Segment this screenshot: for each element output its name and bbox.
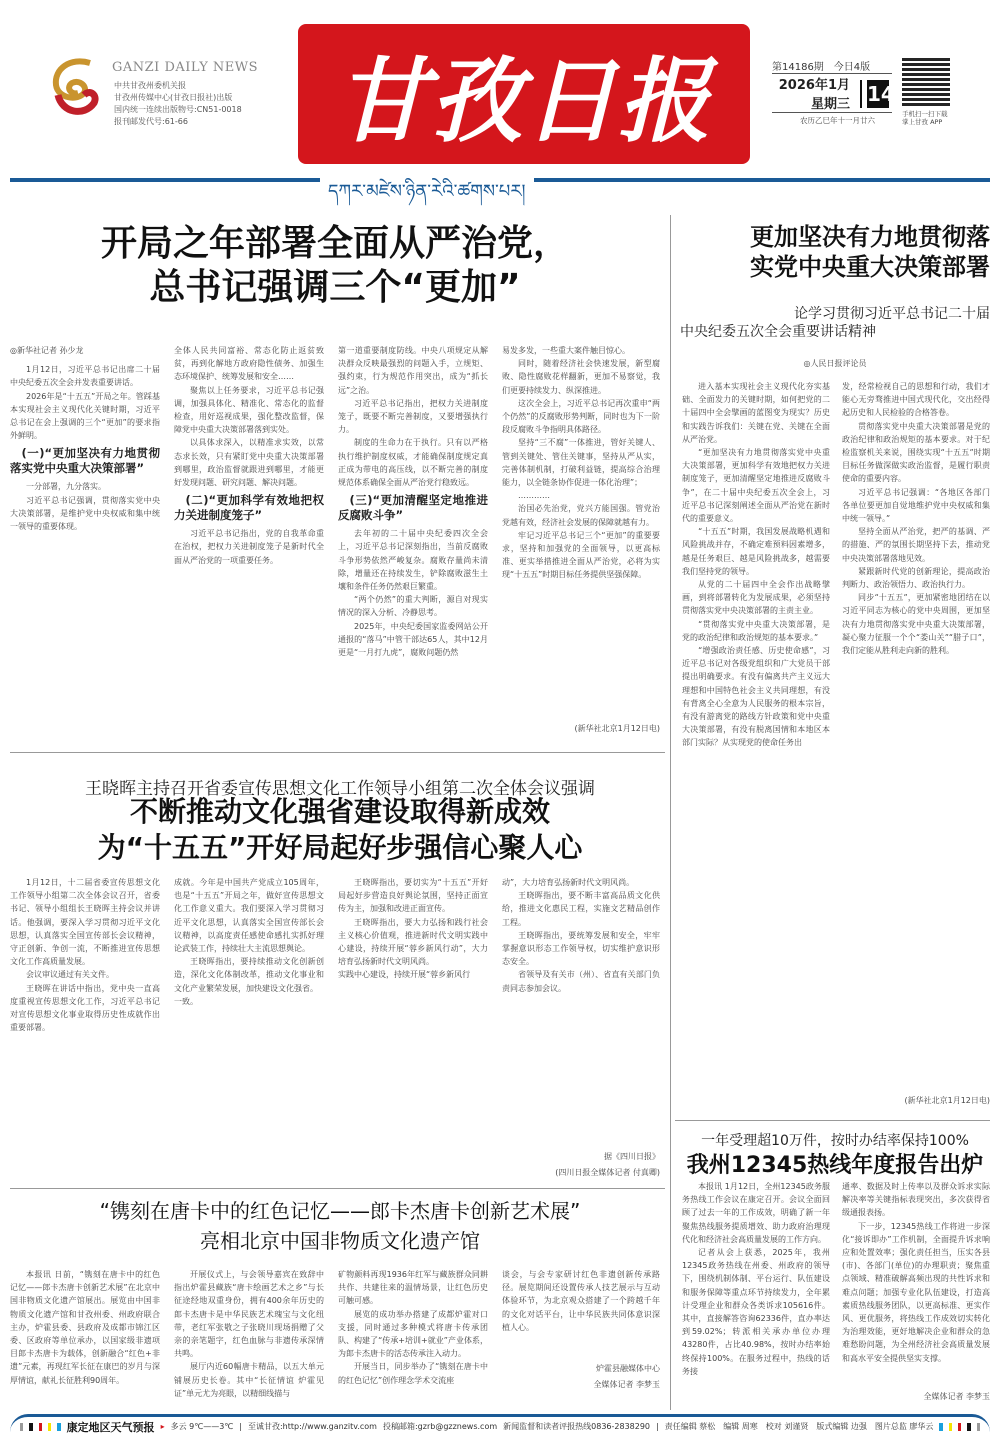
paragraph: 动”，大力培育弘扬新时代文明风尚。 xyxy=(502,878,635,887)
qr-code-icon[interactable] xyxy=(902,58,950,106)
reporter: 全媒体记者 李梦玉 xyxy=(923,1392,990,1401)
paragraph: 同时，随着经济社会快速发展，新型腐败、隐性腐败花样翻新，更加不易察觉，我们更要持续发力、纵深推进。 xyxy=(502,359,660,395)
paragraph: 全体人民共同富裕、常态化防止返贫致贫，再到化解地方政府隐性债务、加强生态环境保护、统筹发展和安全…… xyxy=(174,346,324,382)
paragraph: 2025年，中央纪委国家监委网站公开通报的“落马”中管干部达65人，其中12月更是“一月打九虎”，腐败问题仍然 xyxy=(338,621,488,658)
subtitle-line: 论学习贯彻习近平总书记二十届 xyxy=(794,306,990,322)
paragraph: “增强政治责任感、历史使命感”，习近平总书记对各级党组织和广大党员干部提出明确要求。有没有偏离共产主义远大理想和中国特色社会主义共同理想，有没有背离全心全意为人民服务的根本宗旨，有没有游离党的路线方针政策和党中央重大决策部署，有没有脱离国情和本地区本部门实际？从实现党的使命任务出 xyxy=(682,646,830,748)
paragraph: 本报讯 日前，“镌刻在唐卡中的红色记忆——郎卡杰唐卡创新艺术展”在北京中国非物质文化遗产馆展出。展览由中国非物质文化遗产馆和甘孜州委、州政府联合主办，炉霍县委、县政府及成都市锦江区委、区政府等单位承办，以国家级非遗项目郎卡杰唐卡为载体，创新融合“红色+非遗”元素，再现红军长征在康巴的岁月与深厚情谊，献礼长征胜利90周年。 xyxy=(10,1270,160,1385)
hotline-kicker: 一年受理超10万件，按时办结率保持100% xyxy=(701,1133,969,1149)
commentary-subtitle xyxy=(680,305,990,341)
color-swatch xyxy=(39,1423,42,1431)
separator: | xyxy=(656,1422,659,1431)
paragraph: “更加坚决有力地贯彻落实党中央重大决策部署，更加科学有效地把权力关进制度笼子，更加清醒坚定地推进反腐败斗争”，在二十届中央纪委五次全会上，习近平总书记深刻阐述全面从严治党在新时代的重要意义。 xyxy=(682,448,830,524)
weather-title: 康定地区天气预报 xyxy=(66,1420,155,1434)
paragraph: 这次全会上，习近平总书记再次重申“两个仍然”的反腐败形势判断，同时也为下一阶段反腐败斗争指明具体路径。 xyxy=(502,398,660,435)
paragraph: 下一步，12345热线工作将进一步深化“接诉即办”工作机制，全面提升诉求响应和处置效率；强化责任担当，压实各县(市)、各部门(单位)的办理职责；聚焦重点领域、精准破解高频出现的共性诉求和难点问题；加强专业化队伍建设，打造高素质热线服务团队，以更高标准、更实作风、更优服务，将热线工作成效切实转化为治理效能，更好地解决企业和群众的急难愁盼问题，为全州经济社会高质量发展和高水平安全提供坚实支撑。 xyxy=(842,1221,990,1363)
paragraph: 同步“十五五”，更加紧密地团结在以习近平同志为核心的党中央周围，更加坚决有力地贯彻落实党中央重大决策部署，凝心聚力征服一个个“娄山关”“腊子口”，我们定能从胜利走向新的胜利。 xyxy=(842,593,990,656)
paragraph: 省领导及有关市（州）、省直有关部门负责同志参加会议。 xyxy=(502,970,660,993)
paragraph: 易发多发，一些重大案件触目惊心。 xyxy=(502,346,630,355)
paragraph: 王晓晖指出，要不断丰富高品质文化供给，推进文化惠民工程，实施文艺精品创作工程。 xyxy=(502,891,660,927)
paragraph: 习近平总书记指出，把权力关进制度笼子，既要不断完善制度，又要增强执行力。 xyxy=(338,398,488,435)
paragraph: 开展当日，同步举办了“镌刻在唐卡中的红色记忆”创作理念学术交流座 xyxy=(338,1362,488,1385)
source: 炉霍县融媒体中心 xyxy=(596,1364,660,1373)
culture-column xyxy=(338,876,488,1182)
publisher-line: 甘孜州传媒中心(甘孜日报社)出版 xyxy=(114,93,233,102)
paragraph: 聚焦以上任务要求，习近平总书记强调，加强具体化、精准化、常态化的监督检查，用好巡视成果，强化整改监督，保障党中央重大决策部署落到实处。 xyxy=(174,385,324,435)
divider xyxy=(10,752,665,753)
thangka-column xyxy=(174,1268,324,1408)
website-link[interactable]: 至诚甘孜:http://www.ganzitv.com xyxy=(247,1422,377,1431)
hotline-column xyxy=(842,1180,990,1388)
thangka-column xyxy=(502,1268,660,1348)
culture-headline[interactable] xyxy=(10,794,670,866)
publisher-line: 中共甘孜州委机关报 xyxy=(114,81,186,90)
thangka-column xyxy=(338,1268,488,1408)
paragraph: 进入基本实现社会主义现代化夯实基础、全面发力的关键时期，如何把党的二十届四中全会擘画的蓝图变为现实？历史和实践告诉我们：关键在党、关键在全面从严治党。 xyxy=(682,382,830,444)
divider xyxy=(10,1188,665,1189)
paragraph: 2026年是“十五五”开局之年。管踩基本实现社会主义现代化关键时期，习近平总书记在会上强调的三个“更加”的要求指外鲜明。 xyxy=(10,391,160,441)
paragraph: 展览的成功举办搭建了成都炉霍对口支援，同时通过多种模式将唐卡传承团队、构建了“传承+培训+就业”产业体系，为郎卡杰唐卡的活态传承注入动力。 xyxy=(338,1309,488,1359)
culture-column xyxy=(10,876,160,1182)
paragraph: 1月12日，习近平总书记出席二十届中央纪委五次全会并发表重要讲话。 xyxy=(10,365,160,388)
lead-headline-line: 开局之年部署全面从严治党， xyxy=(100,223,569,264)
commentary-headline-line: 实党中央重大决策部署 xyxy=(750,253,990,281)
divider xyxy=(772,112,892,113)
color-swatch xyxy=(949,1423,952,1431)
staff-credits: 责任编辑 蔡松 编辑 周寒 校对 刘谨贤 版式编辑 边强 图片总监 廖华云 xyxy=(664,1422,934,1431)
color-swatch xyxy=(29,1423,32,1431)
weekday: 星期三 xyxy=(810,97,850,112)
issue-number: 第14186期 今日4版 xyxy=(772,62,871,73)
paragraph: 去年初的二十届中央纪委四次全会上，习近平总书记深刻指出，当前反腐败斗争形势依然严峻复杂。腐败存量尚未清除，增量还在持续发生，铲除腐败滋生土壤和条件任务仍然艰巨繁重。 xyxy=(338,529,488,592)
byline: ◎人民日报评论员 xyxy=(803,359,867,368)
color-swatch xyxy=(48,1423,51,1431)
divider xyxy=(670,215,671,1410)
reader-hotline: 新闻监督和读者评报热线0836-2838290 xyxy=(503,1422,651,1431)
day-number: 14 xyxy=(867,82,895,106)
dateline: (新华社北京1月12日电) xyxy=(574,724,660,733)
section-heading: (二)“更加科学有效地把权力关进制度笼子” xyxy=(174,493,324,523)
paragraph: 通率、数据及时上传率以及群众诉求实际解决率等关键指标表现突出，多次获得省级通报表扬。 xyxy=(842,1182,990,1218)
commentary-column xyxy=(682,380,830,1030)
commentary-column xyxy=(842,380,990,1080)
paragraph: “贯彻落实党中央重大决策部署，是党的政治纪律和政治规矩的基本要求。” xyxy=(682,619,830,642)
paragraph: 谈会，与会专家研讨红色非遗创新传承路径。展览期间还设置传承人技艺展示与互动体验环节，为北京观众搭建了一个跨越千年的文化对话平台，让中华民族共同体意识深植人心。 xyxy=(502,1270,660,1332)
paragraph: 从党的二十届四中全会作出战略擘画，到将部署转化为发展成果，必须坚持贯彻落实党中央决策部署的主责主业。 xyxy=(682,580,830,616)
lead-column xyxy=(174,344,324,722)
publisher-line: 国内统一连续出版物号:CN51-0018 xyxy=(114,105,242,114)
qr-caption: 手机扫一扫下载 掌上甘孜 APP xyxy=(902,110,948,126)
email-link[interactable]: 投稿邮箱:gzrb@gzznews.com xyxy=(382,1422,498,1431)
english-name: GANZI DAILY NEWS xyxy=(112,60,259,75)
paragraph: 王晓晖指出，要大力弘扬和践行社会主义核心价值观，推进新时代文明实践中心建设，持续开展“蓉乡新风行动”，大力培育弘扬新时代文明风尚。 xyxy=(338,917,488,967)
paragraph: “两个仍然”的重大判断，源自对现实情况的深入分析、冷静思考。 xyxy=(338,595,488,618)
nameplate xyxy=(298,24,750,164)
culture-kicker: 王晓晖主持召开省委宣传思想文化工作领导小组第二次全体会议强调 xyxy=(85,779,595,799)
paragraph: 牢记习近平总书记三个“更加”的重要要求，坚持和加强党的全面领导，以更高标准、更实举措推进全面从严治党，必将为实现“十五五”时期目标任务提供坚强保障。 xyxy=(502,530,660,580)
paragraph: 第一道重要制度防线。中央八项规定从解决群众反映最强烈的问题入手，立规矩、强约束，行为规范作用突出，成为“抓长远”之治。 xyxy=(338,346,488,395)
thangka-headline-line: “镌刻在唐卡中的红色记忆——郎卡杰唐卡创新艺术展” xyxy=(99,1199,581,1223)
paragraph: 矿物颜料再现1936年红军与藏族群众同耕共作、共建往来的温情场景，让红色历史可触可感。 xyxy=(338,1270,488,1306)
paragraph: 本报讯 1月12日，全州12345政务服务热线工作会议在康定召开。会议全面回顾了过去一年的工作成效，明确了新一年聚焦热线服务提质增效、助力政府治理现代化和经济社会高质量发展的工作方向。 xyxy=(682,1182,830,1244)
color-swatch xyxy=(977,1423,980,1431)
dateline: (新华社北京1月12日电) xyxy=(904,1096,990,1105)
section-heading: (一)“更加坚决有力地贯彻落实党中央重大决策部署” xyxy=(10,446,160,476)
lead-column xyxy=(10,344,160,722)
paragraph: 习近平总书记指出，党的自我革命重在治权，把权力关进制度笼子是新时代全面从严治党的一项重要任务。 xyxy=(174,529,324,565)
separator: | xyxy=(239,1422,242,1431)
paragraph: 一分部署，九分落实。 xyxy=(26,482,106,492)
culture-column xyxy=(502,876,660,1146)
paragraph: 制度的生命力在于执行。只有以严格执行维护制度权威，才能确保制度规定真正成为带电的高压线，以不断完善的制度规范体系确保全面从严治党行稳致远。 xyxy=(338,438,488,488)
culture-column xyxy=(174,876,324,1182)
tibetan-title: དཀར་མཛེས་ཉིན་རེའི་ཚགས་པར། xyxy=(320,172,534,222)
weather-forecast: 多云 9℃——3℃ xyxy=(170,1422,234,1431)
paragraph: 以具体求深入，以精准求实效，以常态求长效，只有紧盯党中央重大决策部署到哪里，政治监督就跟进到哪里，才能更好发现问题、研究问题、解决问题。 xyxy=(174,438,324,488)
paragraph: “十五五”时期，我国发展战略机遇和风险挑战并存，不确定难预料因素增多，越是任务艰巨、越是风险挑战多，越需要我们坚持党的领导。 xyxy=(682,527,830,576)
commentary-headline[interactable] xyxy=(680,222,990,282)
paragraph: ………… xyxy=(518,491,550,501)
paragraph: 王晓晖指出，要切实为“十五五”开好局起好步营造良好舆论氛围，坚持正面宣传为主，加强和改进正面宣传。 xyxy=(338,878,488,914)
reporter: 全媒体记者 李梦玉 xyxy=(593,1380,660,1389)
thangka-column xyxy=(10,1268,160,1408)
lead-headline[interactable] xyxy=(10,222,660,310)
year-month: 2026年1月 xyxy=(778,78,850,93)
culture-headline-line: 为“十五五”开好局起好步强信心聚人心 xyxy=(97,831,583,864)
paragraph: 开展仪式上，与会领导嘉宾在致辞中指出炉霍县藏族“唐卡绘画艺术之乡”与长征途经地双重身份，拥有400余年历史的郎卡杰唐卡是中华民族艺术瑰宝与文化纽带，老红军张敬之子张晓川现场捐赠了父亲的亲笔题字，红色血脉与非遗传承深情共鸣。 xyxy=(174,1270,324,1359)
lunar-date: 农历乙巳年十一月廿六 xyxy=(800,116,875,125)
lead-column xyxy=(502,344,660,722)
thangka-headline[interactable] xyxy=(10,1196,670,1256)
paragraph: 王晓晖在讲话中指出，党中央一直高度重视宣传思想文化工作，习近平总书记对宣传思想文化事业取得历史性成就作出重要部署。 xyxy=(10,983,160,1033)
paragraph: 习近平总书记强调，贯彻落实党中央大决策部署，是维护党中央权威和集中统一领导的重要体现。 xyxy=(10,495,160,532)
color-swatch xyxy=(20,1423,23,1431)
byline: ◎新华社记者 孙少龙 xyxy=(10,346,84,355)
divider xyxy=(860,80,862,108)
paragraph: 会议审议通过有关文件。 xyxy=(26,970,114,980)
paragraph: 治国必先治党，党兴方能国强。管党治党越有效，经济社会发展的保障就越有力。 xyxy=(502,504,660,527)
paragraph: 紧跟新时代党的创新理论，提高政治判断力、政治领悟力、政治执行力。 xyxy=(842,566,990,590)
paragraph: 展厅内近60幅唐卡精品，以五大单元铺展历史长卷。其中“长征情谊 炉霍见证”单元尤为亮眼，以精细线描与 xyxy=(174,1362,324,1398)
lead-headline-line: 总书记强调三个“更加” xyxy=(149,267,521,308)
lead-column xyxy=(338,344,488,722)
paragraph: 发，经常检视自己的思想和行动，我们才能心无旁骛推进中国式现代化，交出经得起历史和人民检验的合格答卷。 xyxy=(842,382,990,418)
paragraph: 王晓晖指出，要持续推动文化创新创造，深化文化体制改革，推动文化事业和文化产业繁荣发展，加快建设文化强省。 xyxy=(174,957,324,993)
paragraph: 实践中心建设，持续开展“蓉乡新风行 xyxy=(338,970,471,980)
triangle-right-icon: ▸ xyxy=(160,1422,165,1431)
paragraph: 王晓晖指出，要统筹发展和安全，牢牢掌握意识形态工作领导权，切实维护意识形态安全。 xyxy=(502,930,660,967)
color-swatch xyxy=(939,1423,942,1431)
nameplate-title: 甘孜日报 xyxy=(335,47,712,155)
publisher-line: 报刊邮发代号:61-66 xyxy=(114,117,188,126)
publisher-info xyxy=(114,80,242,128)
paragraph: 一致。 xyxy=(174,996,198,1006)
dateline: (四川日报全媒体记者 付真卿) xyxy=(555,1168,660,1177)
commentary-headline-line: 更加坚决有力地贯彻落 xyxy=(750,223,990,251)
paragraph: 坚持“三不腐”一体推进，管好关键人、管到关键处、管住关键事，坚持从严从实，完善体制机制，打破利益链，提高综合治理能力，以全链条协作促进一体化治理”； xyxy=(502,438,660,488)
paragraph: 1月12日，十二届省委宣传思想文化工作领导小组第二次全体会议召开，省委书记、领导小组组长王晓晖主持会议并讲话。他强调，要深入学习贯彻习近平文化思想，认真落实全国宣传部长会议精神，守正创新、争创一流，不断推进宣传思想文化工作高质量发展。 xyxy=(10,878,160,967)
paragraph: 习近平总书记强调：“各地区各部门各单位要更加自觉地维护党中央权威和集中统一领导。” xyxy=(842,487,990,524)
logo-icon xyxy=(50,55,100,125)
divider xyxy=(675,1120,990,1121)
color-swatch xyxy=(958,1423,961,1431)
paragraph: 贯彻落实党中央重大决策部署是党的政治纪律和政治规矩的基本要求。对于纪检监察机关来说，围绕实现“十五五”时期目标任务做深做实政治监督，是履行职责使命的重要内容。 xyxy=(842,421,990,484)
subtitle-line: 中央纪委五次全会重要讲话精神 xyxy=(680,324,876,340)
paragraph: 记者从会上获悉，2025年，我州12345政务热线在州委、州政府的领导下，围绕机制体制、平台运行、队伍建设和服务保障等重点环节持续发力，全年累计受理企业和群众各类诉求105616件。其中，直接解答咨询62336件，直办率达到59.02%；转派相关承办单位办理43280件，占比40.98%，按时办结率始终保持100%。在服务过程中，热线的话务接 xyxy=(682,1248,830,1376)
footer-bar xyxy=(10,1414,990,1436)
source: 据《四川日报》 xyxy=(604,1152,660,1161)
hotline-headline[interactable]: 我州12345热线年度报告出炉 xyxy=(686,1153,984,1178)
color-swatch xyxy=(967,1423,970,1431)
culture-headline-line: 不断推动文化强省建设取得新成效 xyxy=(129,795,550,828)
paragraph: 坚持全面从严治党，把严的基调、严的措施、严的氛围长期坚持下去，推动党中央决策部署落地见效。 xyxy=(842,527,990,563)
color-swatch xyxy=(57,1423,60,1431)
section-heading: (三)“更加清醒坚定地推进反腐败斗争” xyxy=(338,493,488,523)
thangka-headline-line: 亮相北京中国非物质文化遗产馆 xyxy=(200,1229,480,1253)
hotline-column xyxy=(682,1180,830,1400)
paragraph: 成就。今年是中国共产党成立105周年，也是“十五五”开局之年，做好宣传思想文化工作意义重大。我们要深入学习贯彻习近平文化思想，认真落实全国宣传部长会议精神，以高度责任感使命感扎实抓好理论武装工作，持续壮大主流思想舆论。 xyxy=(174,878,324,954)
